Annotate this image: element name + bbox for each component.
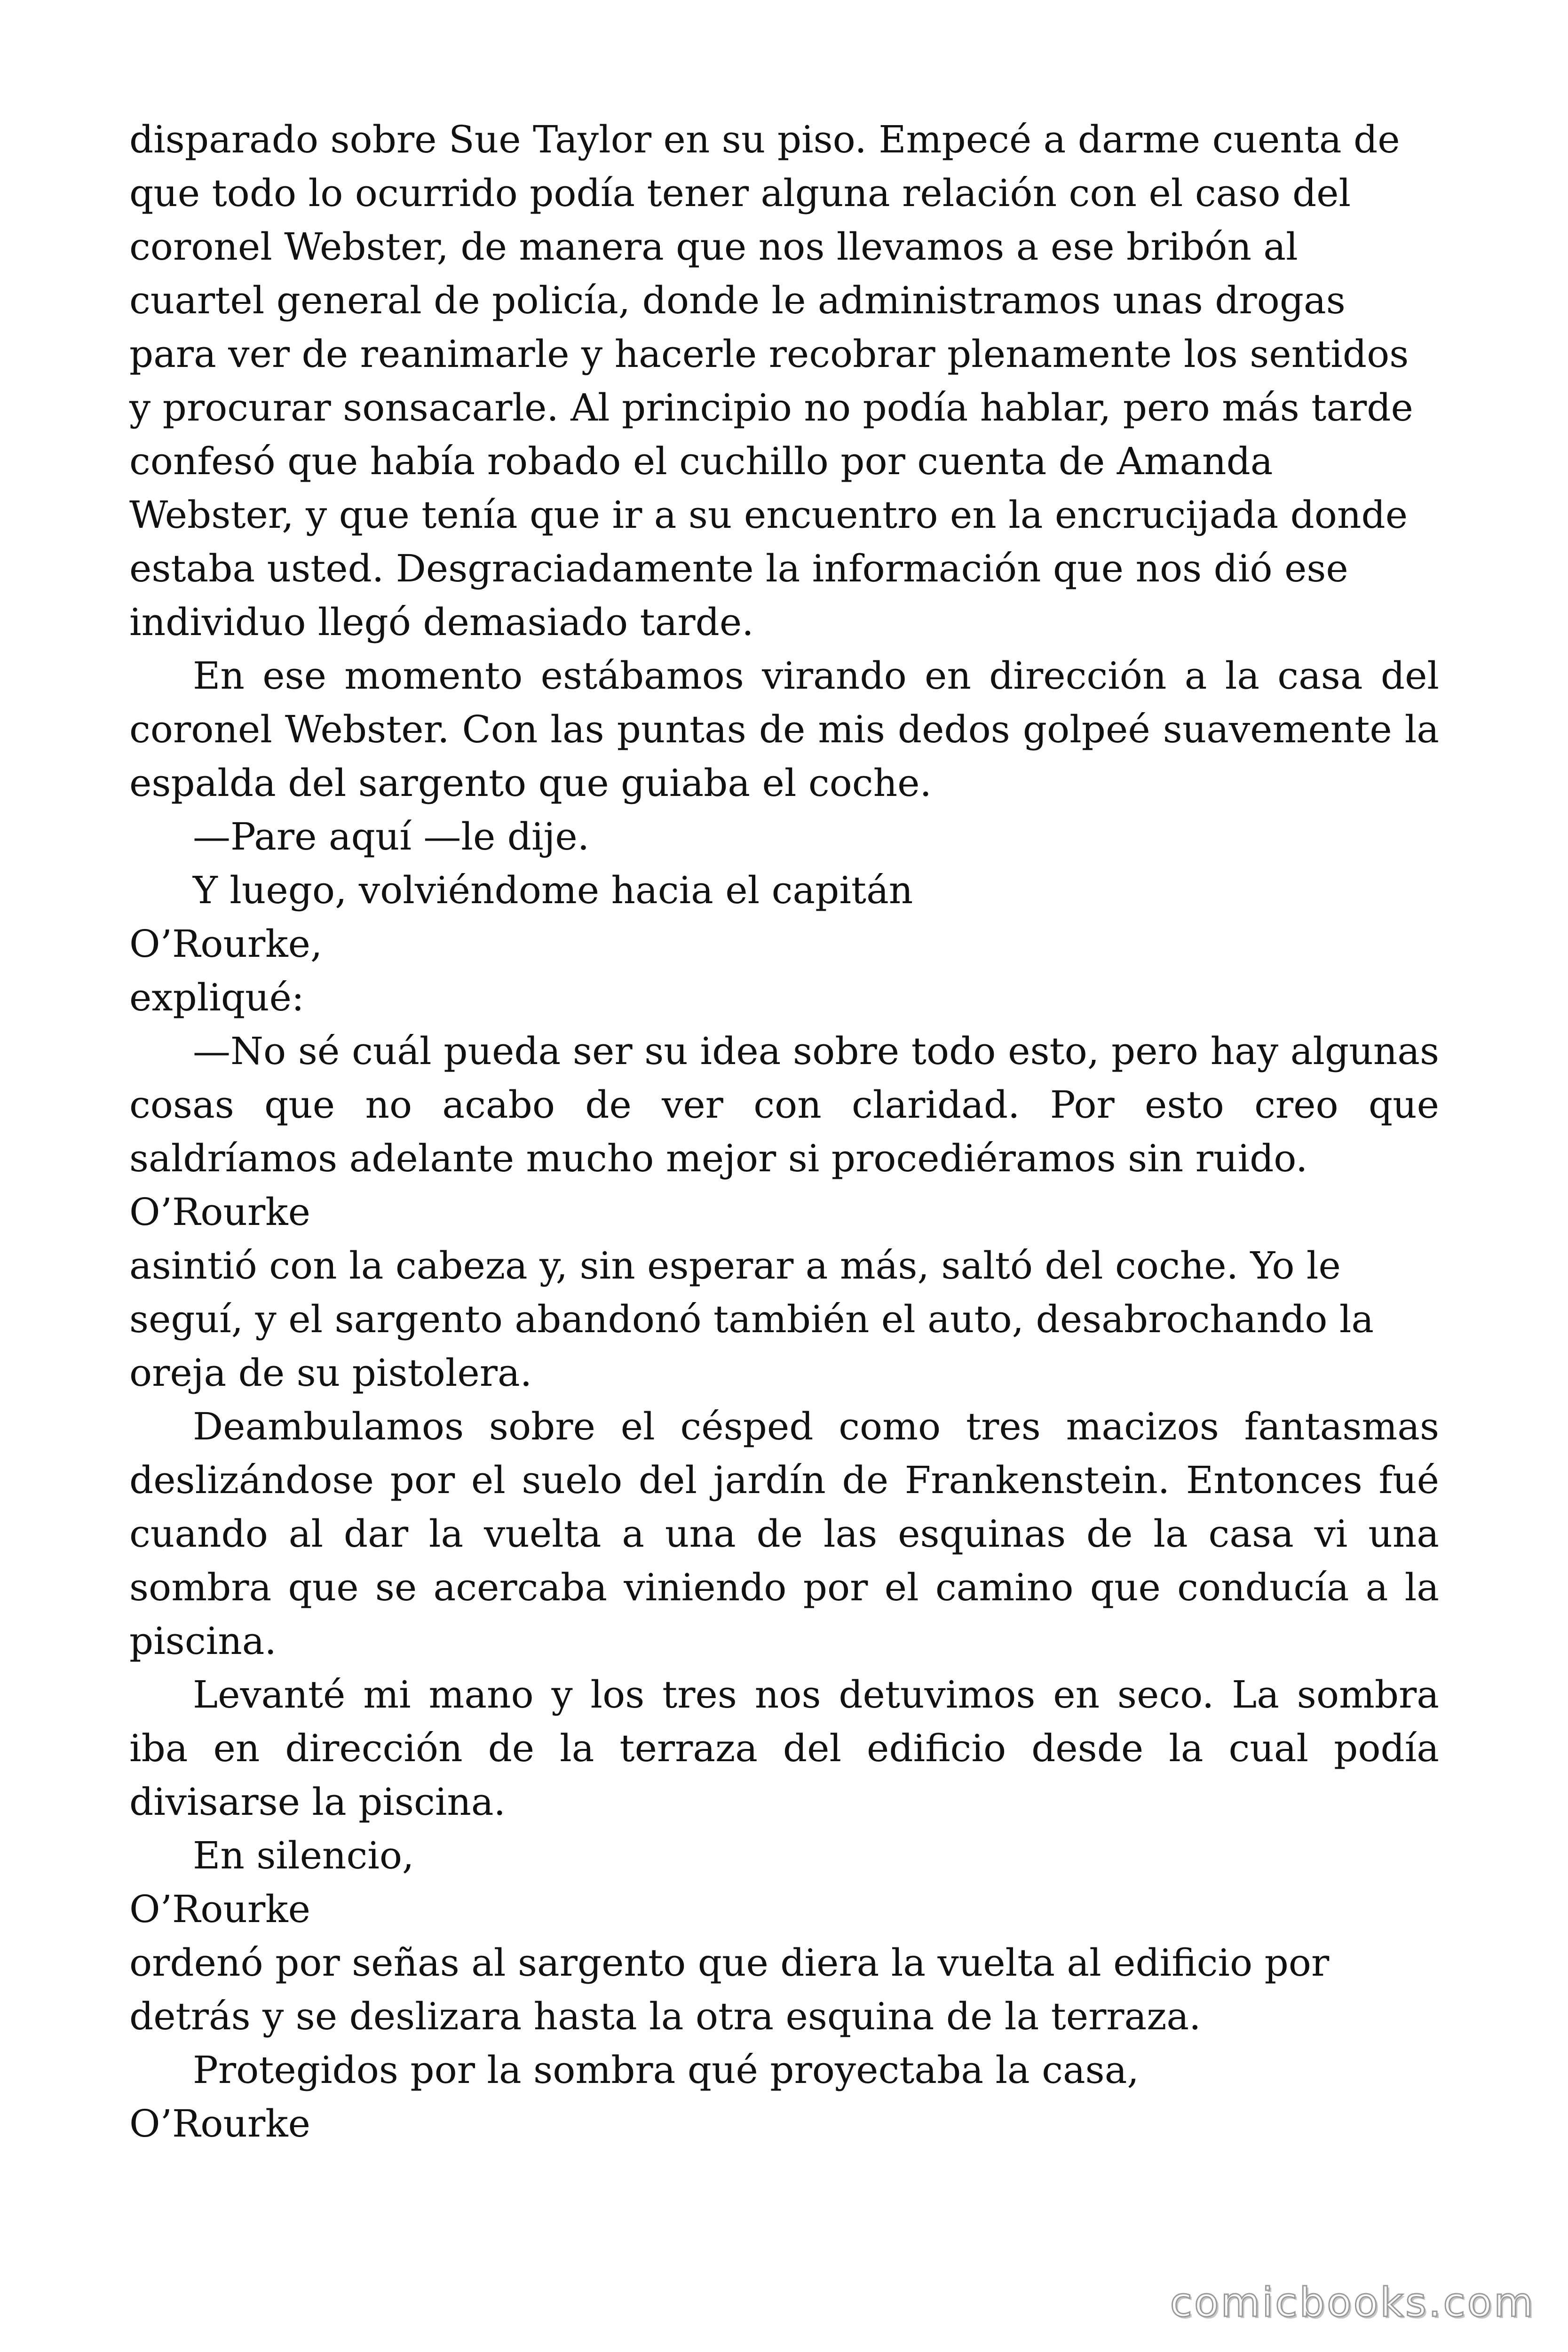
paragraph-3: —Pare aquí —le dije.	[193, 815, 590, 858]
paragraph-5: O’Rourke,	[129, 922, 323, 966]
paragraph-10: Deambulamos sobre el césped como tres macizos fantasmas deslizándose por el suelo del jardín de Frankenstein. Entonces fué cuando al dar la vuelta a una de las esquinas de la casa vi una sombra que se acercaba viniendo por el camino que conducía a la piscina.	[129, 1405, 1439, 1663]
paragraph-7: —No sé cuál pueda ser su idea sobre todo esto, pero hay algunas cosas que no acabo de ver con claridad. Por esto creo que saldríamos adelante mucho mejor si procediéramos sin ruido.	[129, 1029, 1439, 1180]
paragraph-6: expliqué:	[129, 976, 304, 1019]
paragraph-2: En ese momento estábamos virando en dirección a la casa del coronel Webster. Con las puntas de mis dedos golpeé suavemente la espalda del sargento que guiaba el coche.	[129, 654, 1439, 805]
paragraph-4: Y luego, volviéndome hacia el capitán	[193, 868, 913, 912]
paragraph-8: O’Rourke	[129, 1190, 310, 1234]
paragraph-12: En silencio,	[193, 1834, 414, 1877]
paragraph-13: O’Rourke	[129, 1887, 310, 1931]
paragraph-15: Protegidos por la sombra qué proyectaba la casa,	[193, 2048, 1139, 2092]
book-page-text	[129, 113, 1439, 2151]
paragraph-16: O’Rourke	[129, 2102, 310, 2145]
paragraph-11: Levanté mi mano y los tres nos detuvimos en seco. La sombra iba en dirección de la terraza del edificio desde la cual podía divisarse la piscina.	[129, 1673, 1439, 1824]
paragraph-1: disparado sobre Sue Taylor en su piso. Empecé a darme cuenta de que todo lo ocurrido podía tener alguna relación con el caso del coronel Webster, de manera que nos llevamos a ese bribón al cuartel general de policía, donde le administramos unas drogas para ver de reanimarle y hacerle recobrar plenamente los sentidos y procurar sonsacarle. Al principio no podía hablar, pero más tarde confesó que había robado el cuchillo por cuenta de Amanda Webster, y que tenía que ir a su encuentro en la encrucijada donde estaba usted. Desgraciadamente la información que nos dió ese individuo llegó demasiado tarde.	[129, 118, 1413, 644]
watermark: comicbooks.com	[1170, 2279, 1535, 2326]
paragraph-14: ordenó por señas al sargento que diera la vuelta al edificio por detrás y se deslizara hasta la otra esquina de la terraza.	[129, 1941, 1330, 2038]
paragraph-9: asintió con la cabeza y, sin esperar a más, saltó del coche. Yo le seguí, y el sargento abandonó también el auto, desabrochando la oreja de su pistolera.	[129, 1244, 1374, 1395]
